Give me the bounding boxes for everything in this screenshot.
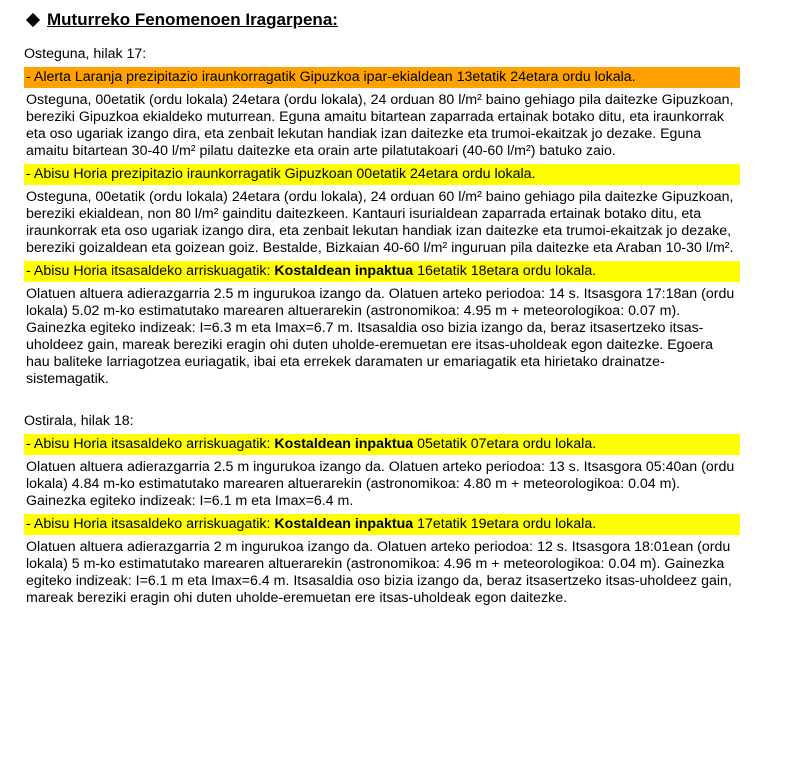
page-title-text: Muturreko Fenomenoen Iragarpena: (47, 10, 338, 29)
forecast-document (24, 10, 740, 611)
alert-description: Olatuen altuera adierazgarria 2 m ingurukoa izango da. Olatuen arteko periodoa: 12 s. Itsasgora 18:01ean (ordu lokala) 5 m-ko estimatutako marearen altuerarekin (astronomikoa: 4.96 m + meteorologikoa: 0.04 m). Gainezka egiteko indizeak: I=6.1 m eta Imax=6.4 m. Itsasaldia oso bizia izango da, beraz itsasertzeko itsas-uholdeez gain, mareak bereziki eragin ohi duten uholde-eremuetan ere itsas-uholdeak egon daitezke. (26, 539, 732, 606)
yellow-alert-banner (24, 261, 740, 282)
alert-bold-text: Kostaldean inpaktua (274, 436, 414, 452)
alert-text-suffix: 17etatik 19etara ordu lokala. (413, 516, 597, 532)
alert-description: Olatuen altuera adierazgarria 2.5 m ingurukoa izango da. Olatuen arteko periodoa: 13 s. Itsasgora 05:40an (ordu lokala) 4.84 m-ko estimatutako marearen altuerarekin (astronomikoa: 4.80 m + meteorologikoa: 0.04 m). Gainezka egiteko indizeak: I=6.1 m eta Imax=6.4 m. (26, 459, 735, 509)
alert-description: Osteguna, 00etatik (ordu lokala) 24etara (ordu lokala), 24 orduan 60 l/m² baino gehiago pila daitezke Gipuzkoan, bereziki ekialdean, non 80 l/m² gainditu daitezkeen. Kantauri isurialdean zaparrada ertainak botako ditu, eta iraunkorrak eta oso ugariak izango dira, eta zenbait lekutan handiak izan daitezke eta trumoi-ekaitzak jo dezake, bereziki goizaldean eta goizean goiz. Bestalde, Bizkaian 40-60 l/m² inguruan pila daitezke eta Araban 10-30 l/m². (26, 189, 734, 256)
alert-description: Olatuen altuera adierazgarria 2.5 m ingurukoa izango da. Olatuen arteko periodoa: 14 s. Itsasgora 17:18an (ordu lokala) 5.02 m-ko estimatutako marearen altuerarekin (astronomikoa: 4.95 m + meteorologikoa: 0.07 m). Gainezka egiteko indizeak: I=6.3 m eta Imax=6.7 m. Itsasaldia oso bizia izango da, beraz itsasertzeko itsas-uholdeez gain, mareak bereziki eragin ohi duten uholde-eremuetan ere itsas-uholdeak egon daitezke. Egoera hau baliteke larriagotzea euriagatik, ibai eta errekek daramaten ur emariagatik eta hirietako drainatze-sistemagatik. (26, 286, 735, 387)
alert-bold-text: Kostaldean inpaktua (274, 516, 414, 532)
alert-text-suffix: 16etatik 18etara ordu lokala. (413, 263, 597, 279)
section-spacer (24, 392, 740, 413)
day-label: Ostirala, hilak 18: (24, 413, 134, 429)
yellow-alert-banner (24, 434, 740, 455)
yellow-alert-banner (24, 514, 740, 535)
diamond-bullet-icon (26, 13, 40, 27)
alert-text: - Abisu Horia itsasaldeko arriskuagatik: (26, 263, 275, 279)
day-section (24, 413, 740, 607)
alert-text: - Alerta Laranja prezipitazio iraunkorragatik Gipuzkoa ipar-ekialdean 13etatik 24etara ordu lokala. (26, 69, 636, 85)
alert-text: - Abisu Horia prezipitazio iraunkorragatik Gipuzkoan 00etatik 24etara ordu lokala. (26, 166, 536, 182)
alert-text-suffix: 05etatik 07etara ordu lokala. (413, 436, 597, 452)
orange-alert-banner (24, 67, 740, 88)
alert-text: - Abisu Horia itsasaldeko arriskuagatik: (26, 516, 275, 532)
alert-description: Osteguna, 00etatik (ordu lokala) 24etara (ordu lokala), 24 orduan 80 l/m² baino gehiago pila daitezke Gipuzkoan, bereziki Gipuzkoa ekialdeko muturrean. Eguna amaitu bitartean zaparrada ertainak botako ditu, eta iraunkorrak eta oso ugariak izango dira, eta zenbait lekutan handiak izan daitezke eta trumoi-ekaitzak jo dezake. Eguna amaitu bitartean 30-40 l/m² pilatu daitezke eta orain arte pilatutakoari (40-60 l/m²) batuko zaio. (26, 92, 734, 159)
page-title (24, 10, 740, 30)
yellow-alert-banner (24, 164, 740, 185)
alert-text: - Abisu Horia itsasaldeko arriskuagatik: (26, 436, 275, 452)
day-label: Osteguna, hilak 17: (24, 46, 147, 62)
day-section (24, 46, 740, 388)
alert-bold-text: Kostaldean inpaktua (274, 263, 414, 279)
